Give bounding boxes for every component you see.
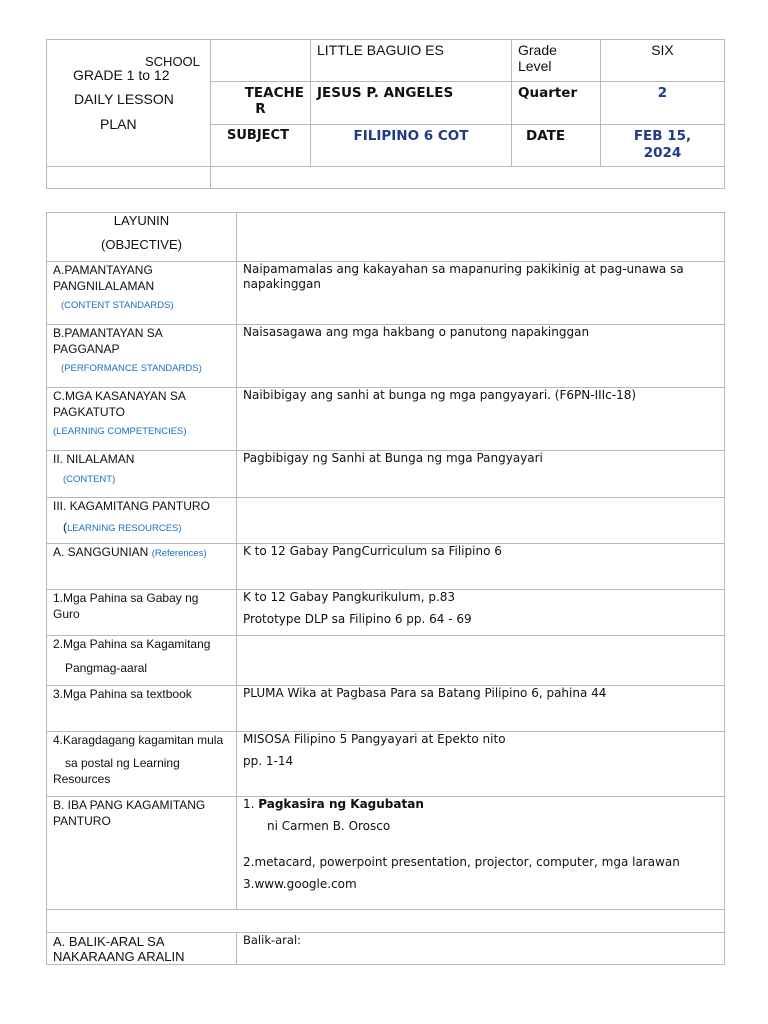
- textbook-label-cell: [47, 686, 237, 732]
- table-row: [47, 262, 725, 325]
- table-row: [47, 933, 725, 965]
- other-materials-item-1: [243, 797, 718, 811]
- teacher-guide-label-1: 1.Mga Pahina sa Gabay ng: [53, 591, 199, 605]
- school-value: LITTLE BAGUIO ES: [311, 40, 512, 82]
- grade-level-value: SIX: [601, 40, 725, 82]
- references-label: A. SANGGUNIAN: [53, 545, 149, 559]
- header-empty-cell-right: [211, 167, 725, 189]
- additional-label-2: sa postal ng Learning: [65, 756, 180, 770]
- title-line-1: GRADE 1 to 12: [73, 67, 170, 83]
- table-row: [47, 213, 725, 262]
- title-line-2: DAILY LESSON: [74, 91, 174, 107]
- learning-competencies-label-2: PAGKATUTO: [53, 405, 126, 419]
- other-materials-item-1-title: Pagkasira ng Kagubatan: [258, 797, 424, 811]
- other-materials-item-1-num: 1.: [243, 797, 259, 811]
- other-materials-label-1: B. IBA PANG KAGAMITANG: [53, 798, 206, 812]
- quarter-value: 2: [601, 82, 725, 125]
- other-materials-item-1-author: ni Carmen B. Orosco: [267, 819, 391, 833]
- content-label-cell: [47, 451, 237, 498]
- review-label-1: A. BALIK-ARAL SA: [53, 934, 165, 949]
- other-materials-value-cell: [237, 797, 725, 910]
- date-value-line-2: 2024: [643, 145, 682, 161]
- table-row: [47, 388, 725, 451]
- teacher-value: JESUS P. ANGELES: [311, 82, 512, 125]
- other-materials-item-2: 2.metacard, powerpoint presentation, projector, computer, mga larawan: [243, 855, 680, 869]
- additional-value-2: pp. 1-14: [243, 754, 294, 768]
- school-empty-cell: [211, 40, 311, 82]
- learning-competencies-sub: (LEARNING COMPETENCIES): [53, 426, 187, 437]
- performance-standards-label-1: B.PAMANTAYAN SA: [53, 326, 163, 340]
- learning-resources-label-cell: [47, 498, 237, 544]
- content-standards-sub: (CONTENT STANDARDS): [61, 300, 174, 311]
- other-materials-item-3: 3.www.google.com: [243, 877, 357, 891]
- learning-competencies-value: Naibibigay ang sanhi at bunga ng mga pangyayari. (F6PN-IIIc-18): [237, 388, 725, 451]
- content-standards-label-2: PANGNILALAMAN: [53, 279, 155, 293]
- references-label-cell: [47, 544, 237, 590]
- table-row: [47, 686, 725, 732]
- objective-label-cell: [47, 213, 237, 262]
- learner-materials-label-2: Pangmag-aaral: [65, 661, 148, 675]
- objective-value-cell: [237, 213, 725, 262]
- textbook-value: PLUMA Wika at Pagbasa Para sa Batang Pilipino 6, pahina 44: [237, 686, 725, 732]
- subject-value: FILIPINO 6 COT: [311, 125, 512, 167]
- school-label: SCHOOL: [145, 54, 200, 69]
- header-table: [46, 39, 725, 189]
- objective-label: LAYUNIN: [113, 213, 170, 228]
- table-row: [47, 498, 725, 544]
- review-value: Balik-aral:: [237, 933, 725, 965]
- content-sub: (CONTENT): [63, 474, 116, 485]
- lesson-plan-table: [46, 212, 725, 965]
- learning-competencies-label-cell: [47, 388, 237, 451]
- learning-resources-sub-line: [53, 520, 230, 534]
- table-row: [47, 636, 725, 686]
- quarter-label: Quarter: [512, 82, 601, 125]
- learning-resources-value-cell: [237, 498, 725, 544]
- review-label-2: NAKARAANG ARALIN: [53, 949, 185, 964]
- additional-label-3: Resources: [53, 772, 111, 786]
- content-standards-value: Naipamamalas ang kakayahan sa mapanuring pakikinig at pag-unawa sa napakinggan: [237, 262, 725, 325]
- content-value: Pagbibigay ng Sanhi at Bunga ng mga Pangyayari: [237, 451, 725, 498]
- content-label: II. NILALAMAN: [53, 452, 135, 466]
- grade-level-label-line-1: Grade: [518, 42, 557, 58]
- additional-label-cell: [47, 732, 237, 797]
- learning-resources-sub: LEARNING RESOURCES): [67, 523, 182, 534]
- title-line-3: PLAN: [100, 116, 137, 132]
- teacher-guide-value-1: K to 12 Gabay Pangkurikulum, p.83: [243, 590, 456, 604]
- date-label: DATE: [512, 125, 601, 167]
- additional-value-1: MISOSA Filipino 5 Pangyayari at Epekto nito: [243, 732, 506, 746]
- teacher-label-line-1: TEACHE: [244, 85, 304, 101]
- table-row: [47, 544, 725, 590]
- objective-sub: (OBJECTIVE): [101, 237, 182, 252]
- review-label-cell: [47, 933, 237, 965]
- performance-standards-sub: (PERFORMANCE STANDARDS): [61, 363, 202, 374]
- other-materials-label-2: PANTURO: [53, 814, 111, 828]
- date-value: [601, 125, 725, 167]
- table-row: [47, 451, 725, 498]
- teacher-guide-label-2: Guro: [53, 607, 80, 621]
- subject-label: SUBJECT: [211, 125, 311, 167]
- teacher-guide-value-cell: [237, 590, 725, 636]
- table-row: [47, 590, 725, 636]
- other-materials-label-cell: [47, 797, 237, 910]
- performance-standards-label-2: PAGGANAP: [53, 342, 120, 356]
- references-sub: (References): [151, 548, 207, 559]
- table-row: [47, 732, 725, 797]
- content-standards-label-cell: [47, 262, 237, 325]
- teacher-guide-label-cell: [47, 590, 237, 636]
- performance-standards-value: Naisasagawa ang mga hakbang o panutong napakinggan: [237, 325, 725, 388]
- additional-label-1: 4.Karagdagang kagamitan mula: [53, 733, 224, 747]
- date-value-line-1: FEB 15,: [633, 128, 692, 144]
- learning-resources-sub-prefix: (: [63, 520, 67, 534]
- learning-competencies-label-1: C.MGA KASANAYAN SA: [53, 389, 186, 403]
- grade-level-label-line-2: Level: [518, 58, 552, 74]
- learner-materials-label-1: 2.Mga Pahina sa Kagamitang: [53, 637, 211, 651]
- learner-materials-value-cell: [237, 636, 725, 686]
- content-standards-label-1: A.PAMANTAYANG: [53, 263, 153, 277]
- learner-materials-label-cell: [47, 636, 237, 686]
- additional-value-cell: [237, 732, 725, 797]
- spacer-row-cell: [47, 910, 725, 933]
- references-value: K to 12 Gabay PangCurriculum sa Filipino 6: [237, 544, 725, 590]
- performance-standards-label-cell: [47, 325, 237, 388]
- teacher-label: [211, 82, 311, 125]
- teacher-guide-value-2: Prototype DLP sa Filipino 6 pp. 64 - 69: [243, 612, 472, 626]
- header-empty-cell-left: [47, 167, 211, 189]
- table-row: [47, 325, 725, 388]
- grade-level-label: [512, 40, 601, 82]
- teacher-label-line-2: R: [255, 101, 266, 117]
- textbook-label: 3.Mga Pahina sa textbook: [53, 687, 192, 701]
- title-cell: [47, 40, 211, 167]
- table-row: [47, 797, 725, 910]
- table-row: [47, 910, 725, 933]
- learning-resources-label: III. KAGAMITANG PANTURO: [53, 499, 210, 513]
